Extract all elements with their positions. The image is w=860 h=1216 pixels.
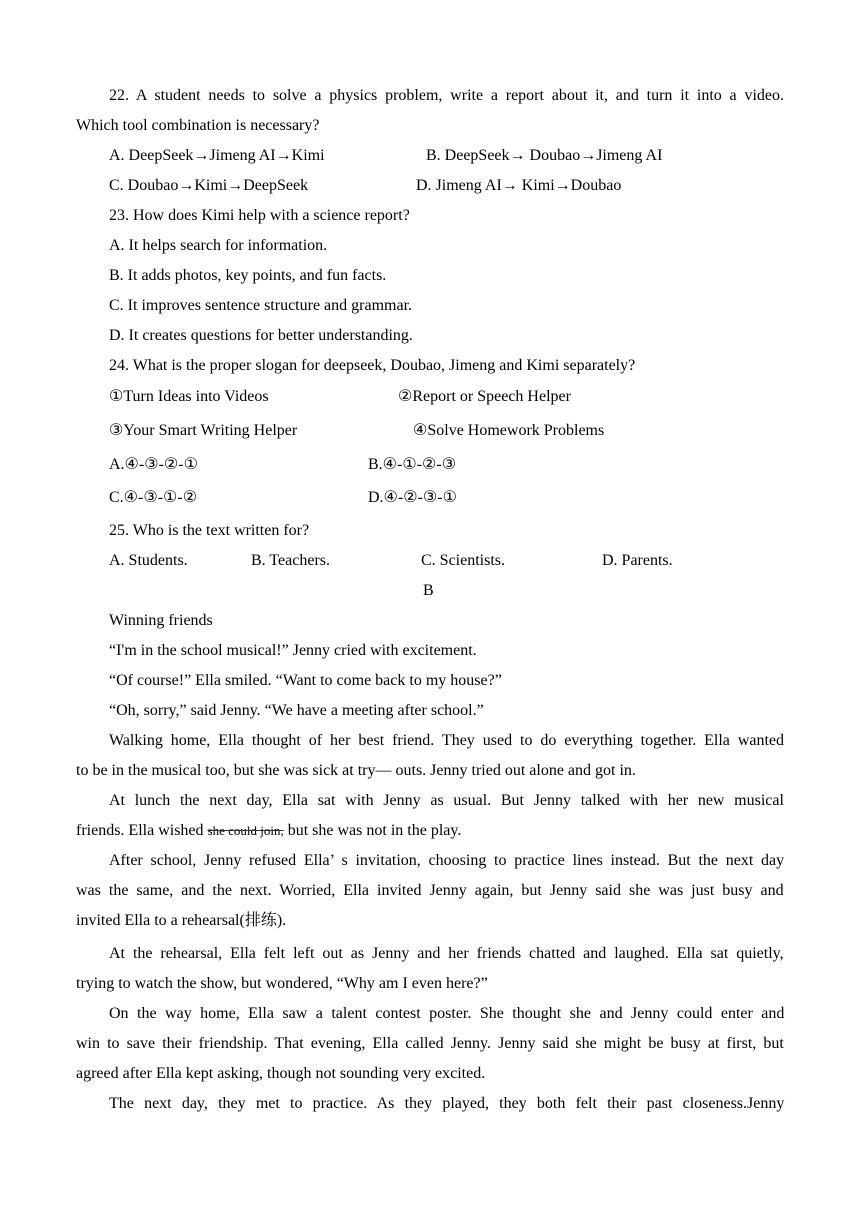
q24-slogan-2: ②Report or Speech Helper — [398, 388, 571, 405]
passage-line-2: “Of course!” Ella smiled. “Want to come back to my house?” — [109, 672, 502, 689]
q22-stem-line2: Which tool combination is necessary? — [76, 117, 320, 134]
q24-slogan-4: ④Solve Homework Problems — [413, 422, 605, 439]
q23-option-c: C. It improves sentence structure and grammar. — [109, 297, 413, 314]
passage-p7-line-2: trying to watch the show, but wondered, “Why am I even here?” — [76, 975, 488, 992]
passage-p5-text-a: friends. Ella wished — [76, 822, 208, 839]
passage-p6-line-2: was the same, and the next. Worried, Ella invited Jenny again, but Jenny said she was just busy and — [76, 882, 784, 899]
q22-option-b: B. DeepSeek→ Doubao→Jimeng AI — [426, 147, 663, 164]
q25-option-d: D. Parents. — [602, 552, 673, 569]
q22-option-d: D. Jimeng AI→ Kimi→Doubao — [416, 177, 622, 194]
passage-p4-line-1: Walking home, Ella thought of her best friend. They used to do everything together. Ella wanted — [109, 732, 785, 749]
passage-p9-line-1: The next day, they met to practice. As they played, they both felt their past closeness.Jenny — [109, 1095, 785, 1112]
q24-option-b: B.④-①-②-③ — [368, 456, 457, 473]
passage-p8-line-3: agreed after Ella kept asking, though not sounding very excited. — [76, 1065, 486, 1082]
passage-p4-line-2: to be in the musical too, but she was sick at try— outs. Jenny tried out alone and got in. — [76, 762, 636, 779]
q25-option-c: C. Scientists. — [421, 552, 506, 569]
passage-title: Winning friends — [109, 612, 213, 629]
passage-line-3: “Oh, sorry,” said Jenny. “We have a meeting after school.” — [109, 702, 484, 719]
q25-option-a: A. Students. — [109, 552, 188, 569]
q25-stem: 25. Who is the text written for? — [109, 522, 310, 539]
passage-p7-line-1: At the rehearsal, Ella felt left out as Jenny and her friends chatted and laughed. Ella sat quietly, — [109, 945, 784, 962]
section-label: B — [423, 582, 434, 599]
q23-option-b: B. It adds photos, key points, and fun facts. — [109, 267, 387, 284]
q23-option-d: D. It creates questions for better understanding. — [109, 327, 413, 344]
passage-line-1: “I'm in the school musical!” Jenny cried with excitement. — [109, 642, 477, 659]
q24-slogan-1: ①Turn Ideas into Videos — [109, 388, 269, 405]
q24-option-c: C.④-③-①-② — [109, 489, 198, 506]
passage-p5-strikethrough: she could join, — [207, 823, 284, 838]
q24-stem: 24. What is the proper slogan for deepseek, Doubao, Jimeng and Kimi separately? — [109, 357, 636, 374]
passage-p6-line-1: After school, Jenny refused Ella’ s invitation, choosing to practice lines instead. But the next day — [109, 852, 785, 869]
q24-slogan-3: ③Your Smart Writing Helper — [109, 422, 298, 439]
q24-option-a: A.④-③-②-① — [109, 456, 198, 473]
q23-option-a: A. It helps search for information. — [109, 237, 328, 254]
passage-p8-line-2: win to save their friendship. That evening, Ella called Jenny. Jenny said she might be busy at first, but — [76, 1035, 784, 1052]
q24-option-d: D.④-②-③-① — [368, 489, 457, 506]
q22-option-a: A. DeepSeek→Jimeng AI→Kimi — [109, 147, 325, 164]
passage-p5-line-2 — [76, 821, 461, 841]
passage-p5-line-1: At lunch the next day, Ella sat with Jenny as usual. But Jenny talked with her new musical — [109, 792, 784, 809]
q22-stem-line1: 22. A student needs to solve a physics problem, write a report about it, and turn it into a video. — [109, 87, 784, 104]
q22-option-c: C. Doubao→Kimi→DeepSeek — [109, 177, 309, 194]
q23-stem: 23. How does Kimi help with a science report? — [109, 207, 410, 224]
passage-p5-text-b: but she was not in the play. — [283, 822, 462, 839]
passage-p6-line-3: invited Ella to a rehearsal(排练). — [76, 912, 287, 929]
q25-option-b: B. Teachers. — [251, 552, 330, 569]
passage-p8-line-1: On the way home, Ella saw a talent contest poster. She thought she and Jenny could enter and — [109, 1005, 785, 1022]
